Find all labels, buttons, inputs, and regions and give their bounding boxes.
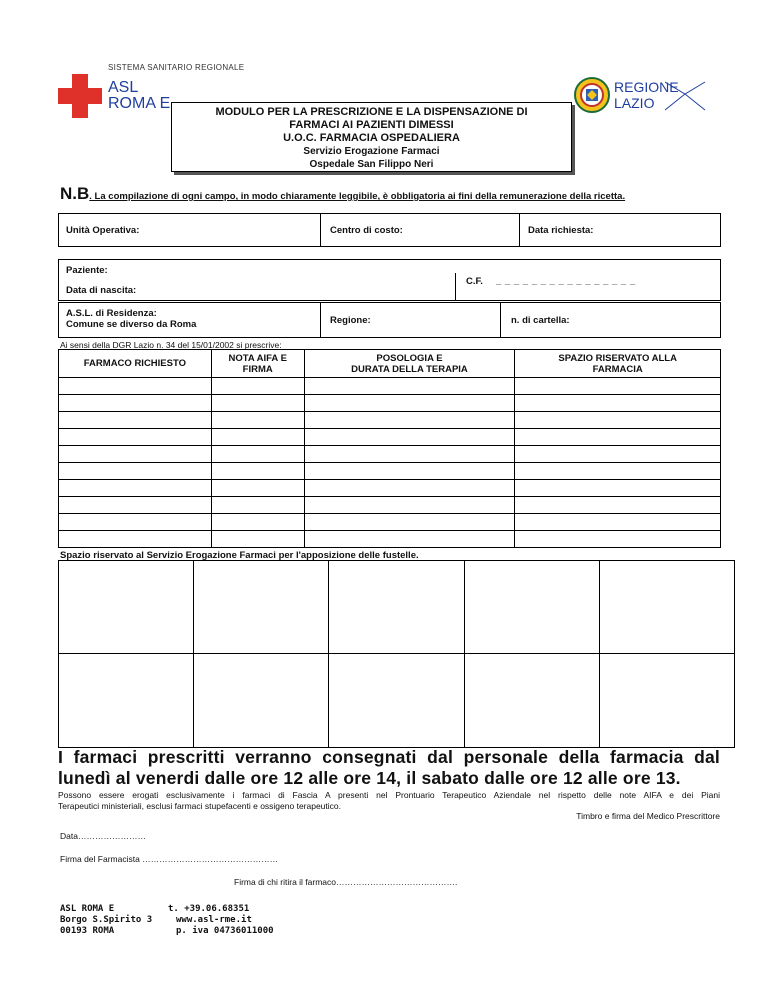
posologia-cell[interactable] [304, 480, 515, 497]
fustella-slot[interactable] [599, 654, 734, 748]
farmacia-cell[interactable] [515, 497, 721, 514]
asl-residenza-field[interactable] [66, 308, 196, 330]
fustella-slot[interactable] [194, 654, 329, 748]
system-label: SISTEMA SANITARIO REGIONALE [108, 63, 245, 72]
posologia-cell[interactable] [304, 412, 515, 429]
farmacia-cell[interactable] [515, 378, 721, 395]
fustella-slot[interactable] [59, 561, 194, 654]
col-spazio-header: SPAZIO RISERVATO ALLA FARMACIA [515, 350, 721, 378]
posologia-cell[interactable] [304, 514, 515, 531]
col-posologia-header: POSOLOGIA E DURATA DELLA TERAPIA [304, 350, 515, 378]
fustella-slot[interactable] [599, 561, 734, 654]
posologia-cell[interactable] [304, 531, 515, 548]
form-title-box [171, 102, 572, 172]
table-row [59, 497, 721, 514]
footer-address [60, 904, 152, 937]
cf-label: C.F. [466, 276, 483, 287]
fustella-slot[interactable] [329, 654, 464, 748]
nota-cell[interactable] [211, 514, 304, 531]
farmaco-cell[interactable] [59, 412, 212, 429]
farmaco-cell[interactable] [59, 378, 212, 395]
footer-piva: p. iva 04736011000 [176, 926, 274, 936]
posologia-cell[interactable] [304, 446, 515, 463]
fustelle-row [59, 654, 735, 748]
cf-field[interactable]: _ _ _ _ _ _ _ _ _ _ _ _ _ _ _ _ [496, 276, 636, 287]
fustella-slot[interactable] [194, 561, 329, 654]
fascia-a-note [58, 790, 720, 812]
posologia-cell[interactable] [304, 463, 515, 480]
table-row [59, 463, 721, 480]
title-line2: FARMACI AI PAZIENTI DIMESSI [289, 119, 454, 131]
farmaco-cell[interactable] [59, 446, 212, 463]
nota-cell[interactable] [211, 378, 304, 395]
title-line4: Servizio Erogazione Farmaci [303, 146, 440, 157]
cartella-field[interactable]: n. di cartella: [511, 315, 570, 326]
timbro-label: Timbro e firma del Medico Prescrittore [576, 811, 720, 821]
region-name-line2: LAZIO [614, 95, 655, 111]
nota-cell[interactable] [211, 463, 304, 480]
farmacia-cell[interactable] [515, 463, 721, 480]
asl-residenza-line2: Comune se diverso da Roma [66, 319, 197, 330]
farmacia-cell[interactable] [515, 429, 721, 446]
asl-name-line1: ASL [108, 79, 139, 96]
farmacia-cell[interactable] [515, 412, 721, 429]
paziente-field[interactable]: Paziente: [66, 265, 108, 276]
footer-org: ASL ROMA E [60, 904, 115, 914]
posologia-cell[interactable] [304, 378, 515, 395]
footer-web[interactable]: www.asl-rme.it [176, 915, 252, 925]
centro-costo-field[interactable]: Centro di costo: [330, 225, 403, 236]
delivery-hours-line2: lunedì al venerdi dalle ore 12 alle ore 14, il sabato dalle ore 12 alle ore 13. [58, 768, 681, 788]
data-signature-line[interactable]: Data…………………… [60, 831, 146, 841]
data-nascita-field[interactable]: Data di nascita: [66, 285, 137, 296]
farmaco-cell[interactable] [59, 395, 212, 412]
asl-cross-logo [58, 74, 102, 118]
col-farmaco-header: FARMACO RICHIESTO [59, 350, 212, 378]
footer-cap: 00193 ROMA [60, 926, 115, 936]
fascia-a-line1: Possono essere erogati esclusivamente i farmaci di Fascia A presenti nel Prontuario Terapeutico Aziendale nel rispetto delle note AIFA e dei Piani [58, 790, 720, 800]
title-line3: U.O.C. FARMACIA OSPEDALIERA [283, 132, 460, 144]
farmaco-cell[interactable] [59, 429, 212, 446]
nota-cell[interactable] [211, 497, 304, 514]
fustella-slot[interactable] [464, 654, 599, 748]
nota-cell[interactable] [211, 446, 304, 463]
nb-text: . La compilazione di ogni campo, in modo chiaramente leggibile, è obbligatoria ai fini della remunerazione della ricetta. [89, 191, 626, 202]
footer-street: Borgo S.Spirito 3 [60, 915, 153, 925]
table-row [59, 429, 721, 446]
fustella-slot[interactable] [464, 561, 599, 654]
farmacia-cell[interactable] [515, 446, 721, 463]
regione-lazio-emblem [573, 76, 611, 114]
firma-farmacista-line[interactable]: Firma del Farmacista ………………………………………… [60, 854, 279, 864]
farmacia-cell[interactable] [515, 514, 721, 531]
firma-ritiro-line[interactable]: Firma di chi ritira il farmaco……………………………………. [234, 877, 458, 887]
farmaco-cell[interactable] [59, 531, 212, 548]
table-row [59, 480, 721, 497]
fustelle-grid [58, 560, 735, 748]
asl-residenza-line1: A.S.L. di Residenza: [66, 308, 157, 319]
col-nota-header: NOTA AIFA E FIRMA [211, 350, 304, 378]
fustelle-label: Spazio riservato al Servizio Erogazione Farmaci per l'apposizione delle fustelle. [60, 550, 419, 561]
farmaco-cell[interactable] [59, 463, 212, 480]
table-row [59, 412, 721, 429]
nb-prefix: N.B [60, 184, 90, 203]
farmaco-cell[interactable] [59, 497, 212, 514]
fascia-a-line2: Terapeutici ministeriali, esclusi farmaci stupefacenti e ossigeno terapeutico. [58, 801, 341, 811]
title-line1: MODULO PER LA PRESCRIZIONE E LA DISPENSAZIONE DI [215, 106, 528, 118]
asl-name-line2: ROMA E [108, 95, 171, 112]
nota-cell[interactable] [211, 531, 304, 548]
farmacia-cell[interactable] [515, 531, 721, 548]
footer-tel: t. +39.06.68351 [168, 904, 250, 914]
farmaco-cell[interactable] [59, 480, 212, 497]
farmaco-cell[interactable] [59, 514, 212, 531]
regione-field[interactable]: Regione: [330, 315, 371, 326]
footer-contacts [168, 904, 274, 937]
table-row [59, 378, 721, 395]
table-row [59, 514, 721, 531]
title-line5: Ospedale San Filippo Neri [309, 159, 434, 170]
posologia-cell[interactable] [304, 497, 515, 514]
table-header-row [59, 350, 721, 378]
fustella-slot[interactable] [59, 654, 194, 748]
data-richiesta-field[interactable]: Data richiesta: [528, 225, 594, 236]
nota-cell[interactable] [211, 395, 304, 412]
table-row [59, 531, 721, 548]
delivery-hours-line1: I farmaci prescritti verranno consegnati dal personale della farmacia dal [58, 747, 720, 767]
dgr-note: Ai sensi della DGR Lazio n. 34 del 15/01/2002 si prescrive: [60, 340, 282, 350]
table-row [59, 446, 721, 463]
fustelle-row [59, 561, 735, 654]
nota-cell[interactable] [211, 412, 304, 429]
table-row [59, 395, 721, 412]
nota-cell[interactable] [211, 429, 304, 446]
delivery-hours-note [58, 747, 720, 789]
farmacia-cell[interactable] [515, 480, 721, 497]
fustella-slot[interactable] [329, 561, 464, 654]
prescription-table [58, 349, 721, 548]
farmacia-cell[interactable] [515, 395, 721, 412]
posologia-cell[interactable] [304, 429, 515, 446]
unita-operativa-field[interactable]: Unità Operativa: [66, 225, 140, 236]
region-decor-lines [665, 80, 710, 112]
region-name-line1: REGIONE [614, 79, 679, 95]
nota-cell[interactable] [211, 480, 304, 497]
nb-notice [60, 184, 740, 204]
posologia-cell[interactable] [304, 395, 515, 412]
